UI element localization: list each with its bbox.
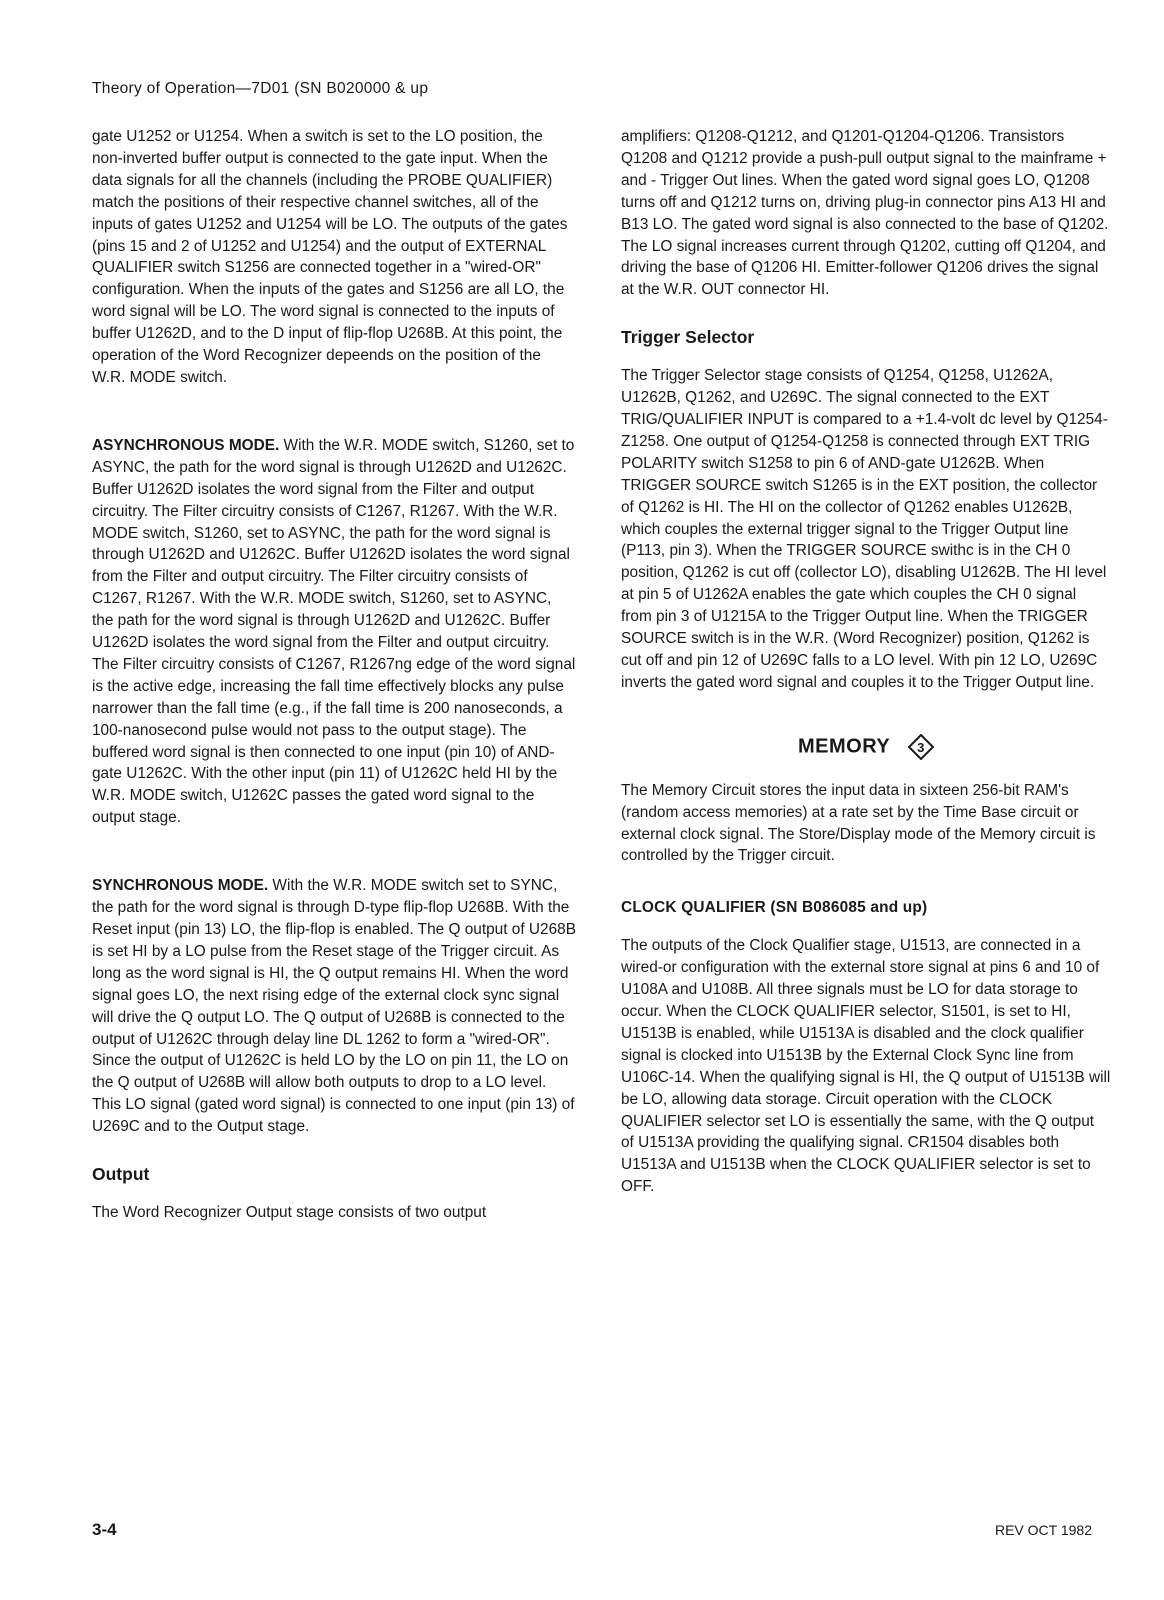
paragraph-output: The Word Recognizer Output stage consists of two output <box>92 1203 487 1221</box>
memory-heading-text: MEMORY <box>798 735 890 758</box>
paragraph-output-amplifiers: amplifiers: Q1208-Q1212, and Q1201-Q1204-Q1206. Transistors Q1208 and Q1212 provide a push-pull output signal to the mainframe + and - Trigger Out lines. When the gated word signal goes LO, Q1208 turns off and Q1212 turns on, driving plug-in connector pins A13 HI and B13 LO. The gated word signal is also connected to the base of Q1202. The LO signal increases current through Q1202, cutting off Q1204, and driving the base of Q1206 HI. Emitter-follower Q1206 drives the signal at the W.R. OUT connector HI. <box>621 128 1109 299</box>
running-header: Theory of Operation—7D01 (SN B020000 & up <box>92 80 429 97</box>
trigger-selector-heading: Trigger Selector <box>621 327 755 348</box>
page-number: 3-4 <box>92 1520 117 1539</box>
output-heading: Output <box>92 1164 150 1185</box>
paragraph-sync-mode <box>92 875 576 1138</box>
memory-heading <box>621 734 1111 760</box>
sync-mode-label: SYNCHRONOUS MODE. <box>92 877 269 895</box>
paragraph-memory: The Memory Circuit stores the input data in sixteen 256-bit RAM's (random access memories) at a rate set by the Time Base circuit or external clock signal. The Store/Display mode of the Memory circuit is controlled by the Trigger circuit. <box>621 781 1096 865</box>
paragraph-clock-qualifier: The outputs of the Clock Qualifier stage, U1513, are connected in a wired-or configuration with the external store signal at pins 6 and 10 of U108A and U108B. All three signals must be LO for data storage to occur. When the CLOCK QUALIFIER selector, S1501, is set to HI, U1513B is enabled, while U1513A is disabled and the clock qualifier signal is clocked into U1513B by the External Clock Sync line from U106C-14. When the qualifying signal is HI, the Q output of U1513B will be LO, allowing data storage. Circuit operation with the CLOCK QUALIFIER selector set LO is essentially the same, with the Q output of U1513A providing the qualifying signal. CR1504 disables both U1513A and U1513B when the CLOCK QUALIFIER selector is set to OFF. <box>621 937 1111 1196</box>
diagram-number-text: 3 <box>917 739 925 755</box>
async-mode-label: ASYNCHRONOUS MODE. <box>92 436 280 454</box>
async-mode-text: With the W.R. MODE switch, S1260, set to ASYNC, the path for the word signal is through U1262D and U1262C. Buffer U1262D isolates the word signal from the Filter and output circuitry. The Filter circuitry consists of C1267, R1267. With the W.R. MODE switch, S1260, set to ASYNC, the path for the word signal is through U1262D and U1262C. Buffer U1262D isolates the word signal from the Filter and output circuitry. The Filter circuitry consists of C1267, R1267. With the W.R. MODE switch, S1260, set to ASYNC, the path for the word signal is through U1262D and U1262C. Buffer U1262D isolates the word signal from the Filter and output circuitry. The Filter circuitry consists of C1267, R1267ng edge of the word signal is the active edge, increasing the fall time effectively blocks any pulse narrower than the fall time (e.g., if the fall time is 200 nanoseconds, a 100-nanosecond pulse would not pass to the output stage). The buffered word signal is then connected to one input (pin 10) of AND-gate U1262C. With the other input (pin 11) of U1262C held HI by the W.R. MODE switch, U1262C passes the gated word signal to the output stage. <box>92 436 576 827</box>
diagram-number-diamond-icon <box>908 734 934 760</box>
sync-mode-text: With the W.R. MODE switch set to SYNC, the path for the word signal is through D-type flip-flop U268B. With the Reset input (pin 13) LO, the flip-flop is enabled. The Q output of U268B is set HI by a LO pulse from the Reset stage of the Trigger circuit. As long as the word signal is HI, the Q output remains HI. When the word signal goes LO, the next rising edge of the external clock sync signal will drive the Q output LO. The Q output of U268B is connected to the output of U1262C through delay line DL 1262 to form a "wired-OR". Since the output of U1262C is held LO by the LO on pin 11, the LO on the Q output of U268B will allow both outputs to drop to a LO level. This LO signal (gated word signal) is connected to one input (pin 13) of U269C and to the Output stage. <box>92 877 576 1136</box>
left-column <box>92 126 576 1250</box>
paragraph-trigger-selector: The Trigger Selector stage consists of Q1254, Q1258, U1262A, U1262B, Q1262, and U269C. The signal connected to the EXT TRIG/QUALIFIER INPUT is compared to a +1.4-volt dc level by Q1254-Z1258. One output of Q1254-Q1258 is connected through EXT TRIG POLARITY switch S1258 to pin 6 of AND-gate U1262B. When TRIGGER SOURCE switch S1265 is in the EXT position, the collector of Q1262 is HI. The HI on the collector of Q1262 enables U1262B, which couples the external trigger signal to the Trigger Output line (P113, pin 3). When the TRIGGER SOURCE swithc is in the CH 0 position, Q1262 is cut off (collector LO), disabling U1262B. The HI level at pin 5 of U1262A enables the gate which couples the CH 0 signal from pin 3 of U1215A to the Trigger Output line. When the TRIGGER SOURCE switch is in the W.R. (Word Recognizer) position, Q1262 is cut off and pin 12 of U269C falls to a LO level. With pin 12 LO, U269C inverts the gated word signal and couples it to the Trigger Output line. <box>621 367 1108 691</box>
paragraph-gate-inputs: gate U1252 or U1254. When a switch is set to the LO position, the non-inverted buffer output is connected to the gate input. When the data signals for all the channels (including the PROBE QUALIFIER) match the positions of their respective channel switches, all of the inputs of gates U1252 and U1254 will be LO. The outputs of the gates (pins 15 and 2 of U1252 and U1254) and the output of EXTERNAL QUALIFIER switch S1256 are connected together in a "wired-OR" configuration. When the inputs of the gates and S1256 are all LO, the word signal will be LO. The word signal is connected to the inputs of buffer U1262D, and to the D input of flip-flop U268B. At this point, the operation of the Word Recognizer depeends on the position of the W.R. MODE switch. <box>92 128 568 386</box>
paragraph-async-mode <box>92 435 576 829</box>
right-column <box>621 126 1111 1224</box>
revision-date: REV OCT 1982 <box>994 1522 1092 1538</box>
clock-qualifier-heading: CLOCK QUALIFIER (SN B086085 and up) <box>621 899 928 917</box>
